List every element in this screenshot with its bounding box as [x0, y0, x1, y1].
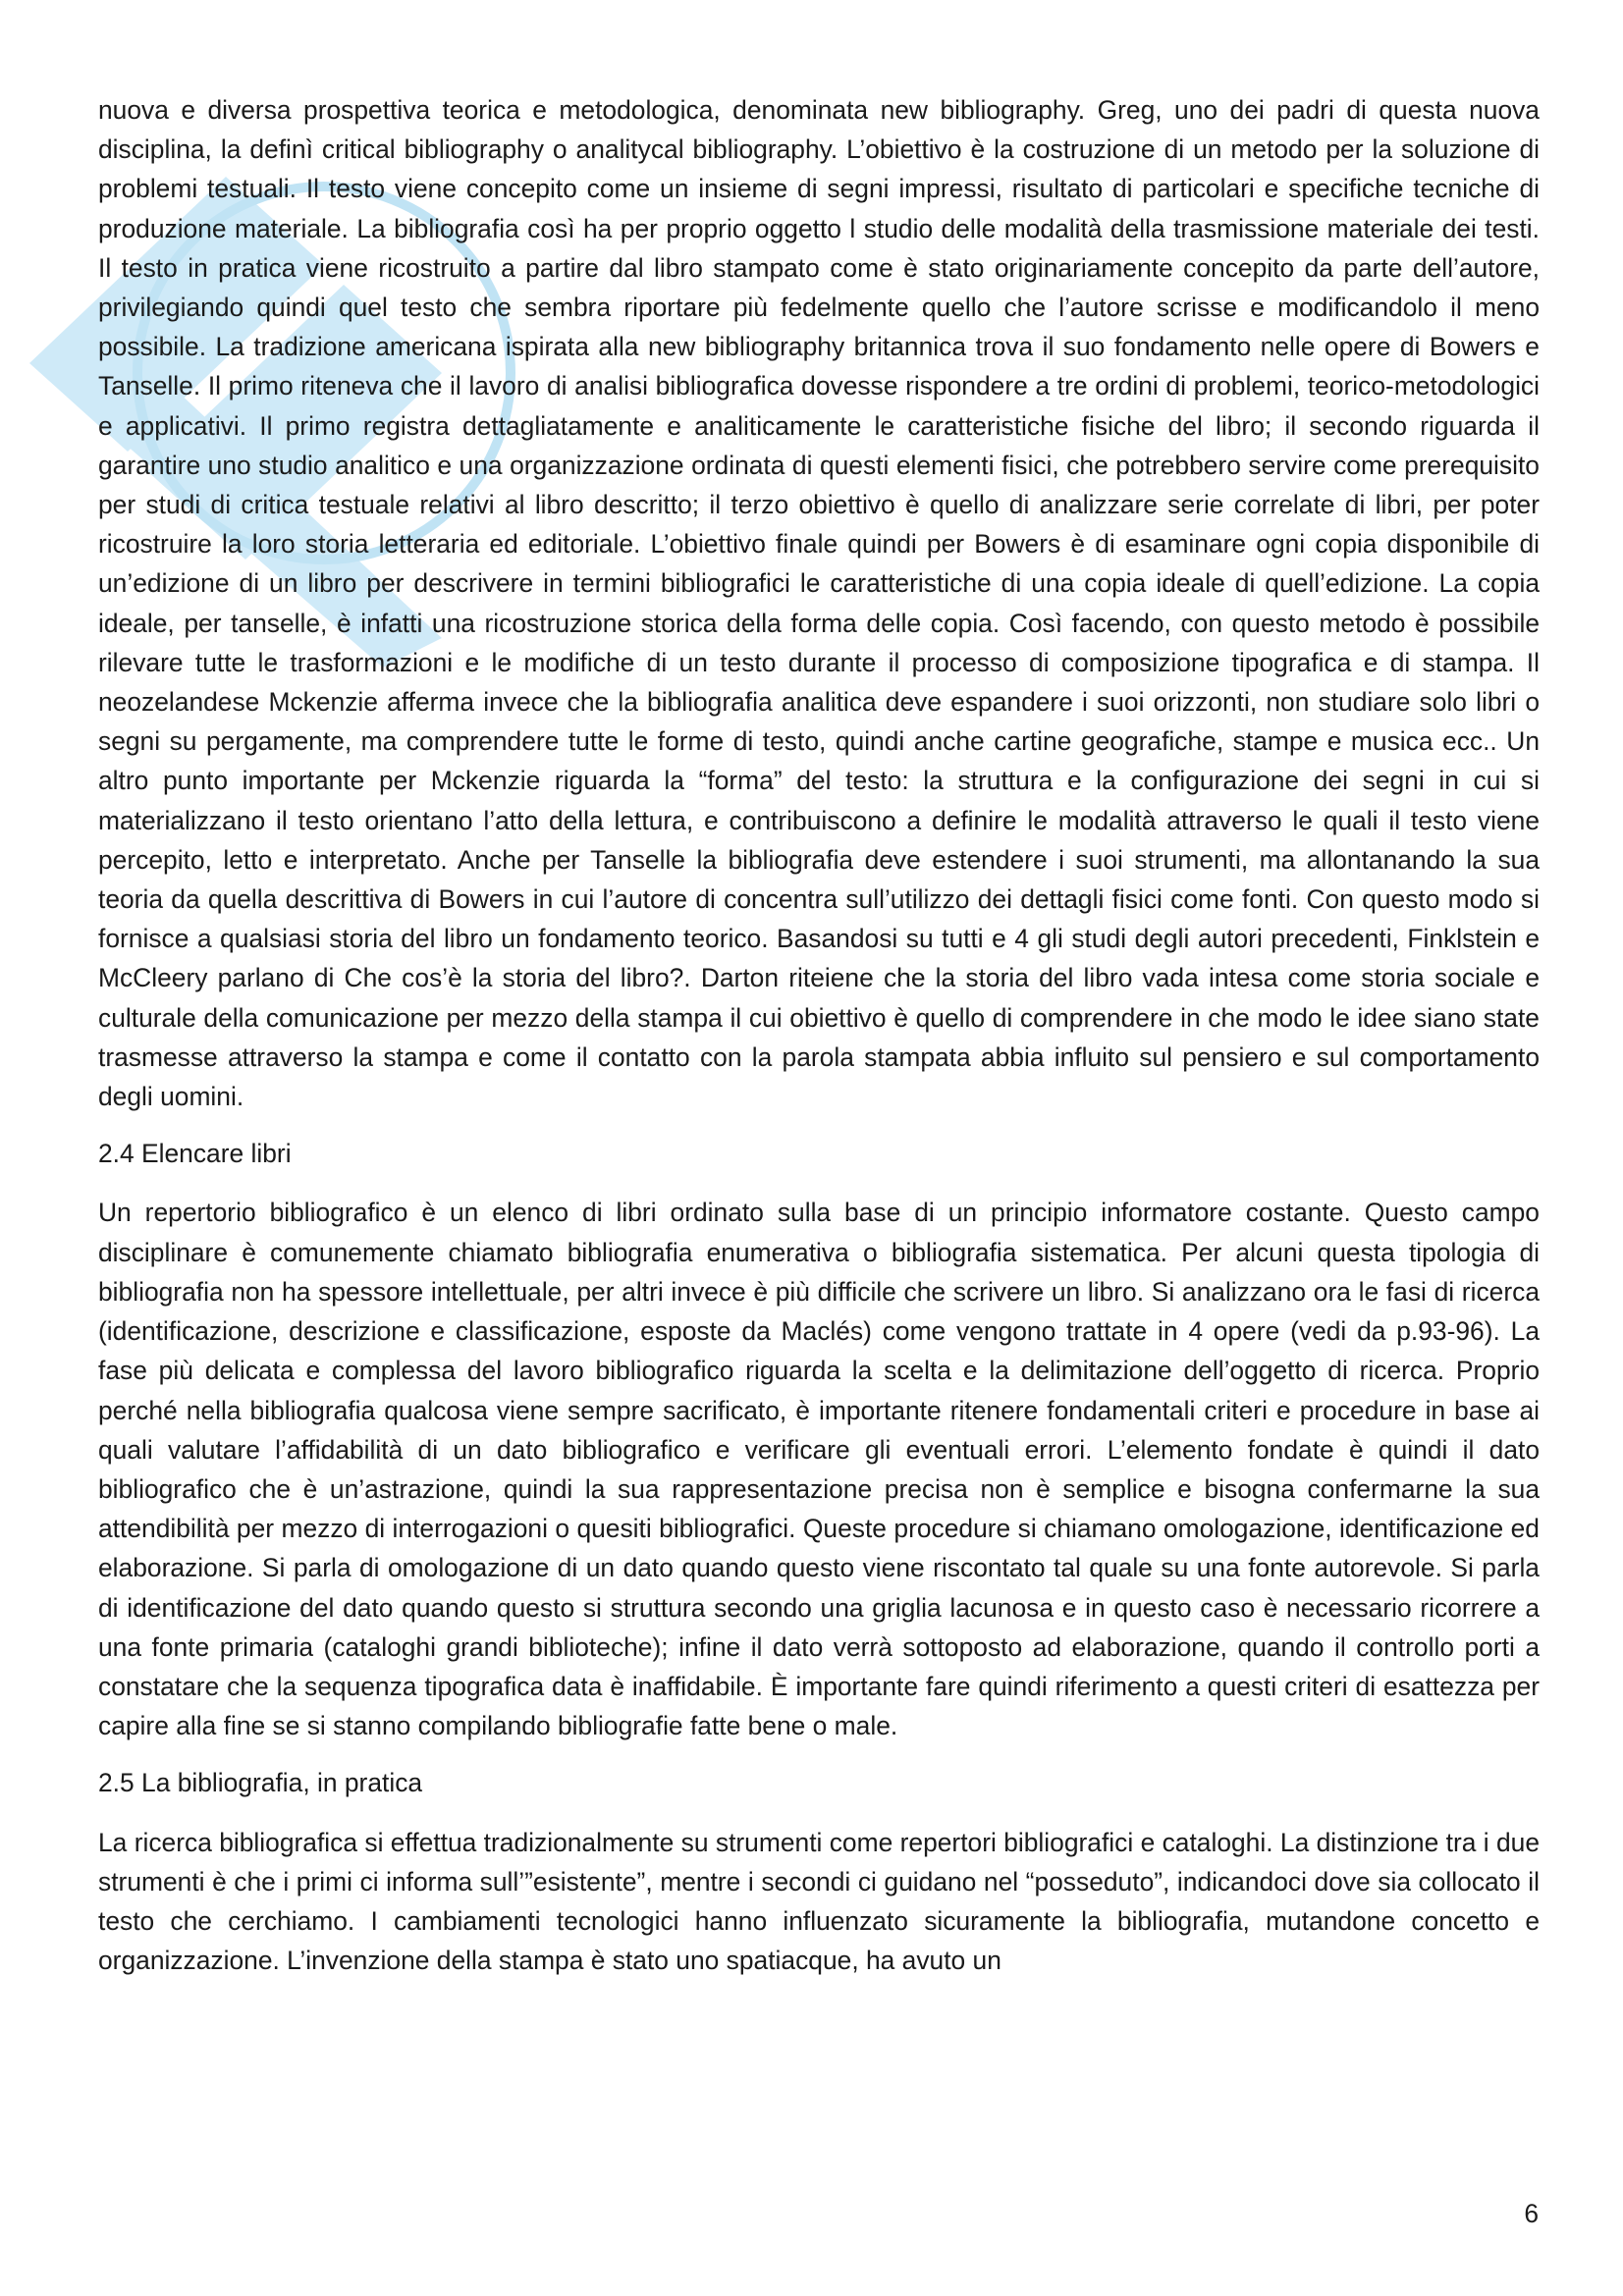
- paragraph-bibliografia-pratica: La ricerca bibliografica si effettua tradizionalmente su strumenti come repertori bibliografici e cataloghi. La distinzione tra i due strumenti è che i primi ci informa sull’”esistente”, mentre i secondi ci guidano nel “posseduto”, indicandoci dove sia collocato il testo che cerchiamo. I cambiamenti tecnologici hanno influenzato sicuramente la bibliografia, mutandone concetto e organizzazione. L’invenzione della stampa è stato uno spatiacque, ha avuto un: [98, 1827, 1540, 1976]
- page-number: 6: [1524, 2199, 1539, 2228]
- paragraph-bibliography-theory: nuova e diversa prospettiva teorica e metodologica, denominata new bibliography. Greg, uno dei padri di questa nuova disciplina, la definì critical bibliography o analitycal bibliography. L’obiettivo è la costruzione di un metodo per la soluzione di problemi testuali. Il testo viene concepito come un insieme di segni impressi, risultato di particolari e specifiche tecniche di produzione materiale. La bibliografia così ha per proprio oggetto l studio delle modalità della trasmissione materiale dei testi. Il testo in pratica viene ricostruito a partire dal libro stampato come è stato originariamente concepito da parte dell’autore, privilegiando quindi quel testo che sembra riportare più fedelmente quello che l’autore scrisse e modificandolo il meno possibile. La tradizione americana ispirata alla new bibliography britannica trova il suo fondamento nelle opere di Bowers e Tanselle. Il primo riteneva che il lavoro di analisi bibliografica dovesse rispondere a tre ordini di problemi, teorico-metodologici e applicativi. Il primo registra dettagliatamente e analiticamente le caratteristiche fisiche del libro; il secondo riguarda il garantire uno studio analitico e una organizzazione ordinata di questi elementi fisici, che potrebbero servire come prerequisito per studi di critica testuale relativi al libro descritto; il terzo obiettivo è quello di analizzare serie correlate di libri, per poter ricostruire la loro storia letteraria ed editoriale. L’obiettivo finale quindi per Bowers è di esaminare ogni copia disponibile di un’edizione di un libro per descrivere in termini bibliografici le caratteristiche di una copia ideale di quell’edizione. La copia ideale, per tanselle, è infatti una ricostruzione storica della forma delle copia. Così facendo, con questo metodo è possibile rilevare tutte le trasformazioni e le modifiche di un testo durante il processo di composizione tipografica e di stampa. Il neozelandese Mckenzie afferma invece che la bibliografia analitica deve espandere i suoi orizzonti, non studiare solo libri o segni su pergamente, ma comprendere tutte le forme di testo, quindi anche cartine geografiche, stampe e musica ecc.. Un altro punto importante per Mckenzie riguarda la “forma” del testo: la struttura e la configurazione dei segni in cui si materializzano il testo orientano l’atto della lettura, e contribuiscono a definire le modalità attraverso le quali il testo viene percepito, letto e interpretato. Anche per Tanselle la bibliografia deve estendere i suoi strumenti, ma allontanando la sua teoria da quella descrittiva di Bowers in cui l’autore di concentra sull’utilizzo dei dettagli fisici come fonti. Con questo modo si fornisce a qualsiasi storia del libro un fondamento teorico. Basandosi su tutti e 4 gli studi degli autori precedenti, Finklstein e McCleery parlano di Che cos’è la storia del libro?. Darton riteiene che la storia del libro vada intesa come storia sociale e culturale della comunicazione per mezzo della stampa il cui obiettivo è quello di comprendere in che modo le idee siano state trasmesse attraverso la stampa e come il contatto con la parola stampata abbia influito sul pensiero e sul comportamento degli uomini.: [98, 95, 1540, 1112]
- section-heading-bibliografia-pratica: 2.5 La bibliografia, in pratica: [98, 1768, 423, 1798]
- section-heading-elencare-libri: 2.4 Elencare libri: [98, 1139, 292, 1169]
- document-page: [98, 90, 1540, 1980]
- paragraph-elencare-libri: Un repertorio bibliografico è un elenco di libri ordinato sulla base di un principio informatore costante. Questo campo disciplinare è comunemente chiamato bibliografia enumerativa o bibliografia sistematica. Per alcuni questa tipologia di bibliografia non ha spessore intellettuale, per altri invece è più difficile che scrivere un libro. Si analizzano ora le fasi di ricerca (identificazione, descrizione e classificazione, esposte da Maclés) come vengono trattate in 4 opere (vedi da p.93-96). La fase più delicata e complessa del lavoro bibliografico riguarda la scelta e la delimitazione dell’oggetto di ricerca. Proprio perché nella bibliografia qualcosa viene sempre sacrificato, è importante ritenere fondamentali criteri e procedure in base ai quali valutare l’affidabilità di un dato bibliografico e verificare gli eventuali errori. L’elemento fondate è quindi il dato bibliografico che è un’astrazione, quindi la sua rappresentazione precisa non è semplice e bisogna confermarne la sua attendibilità per mezzo di interrogazioni o quesiti bibliografici. Queste procedure si chiamano omologazione, identificazione ed elaborazione. Si parla di omologazione di un dato quando questo viene riscontato tal quale su una fonte autorevole. Si parla di identificazione del dato quando questo si struttura secondo una griglia lacunosa e in questo caso è necessario ricorrere a una fonte primaria (cataloghi grandi biblioteche); infine il dato verrà sottoposto ad elaborazione, quando il controllo porti a constatare che la sequenza tipografica data è inaffidabile. È importante fare quindi riferimento a questi criteri di esattezza per capire alla fine se si stanno compilando bibliografie fatte bene o male.: [98, 1198, 1540, 1741]
